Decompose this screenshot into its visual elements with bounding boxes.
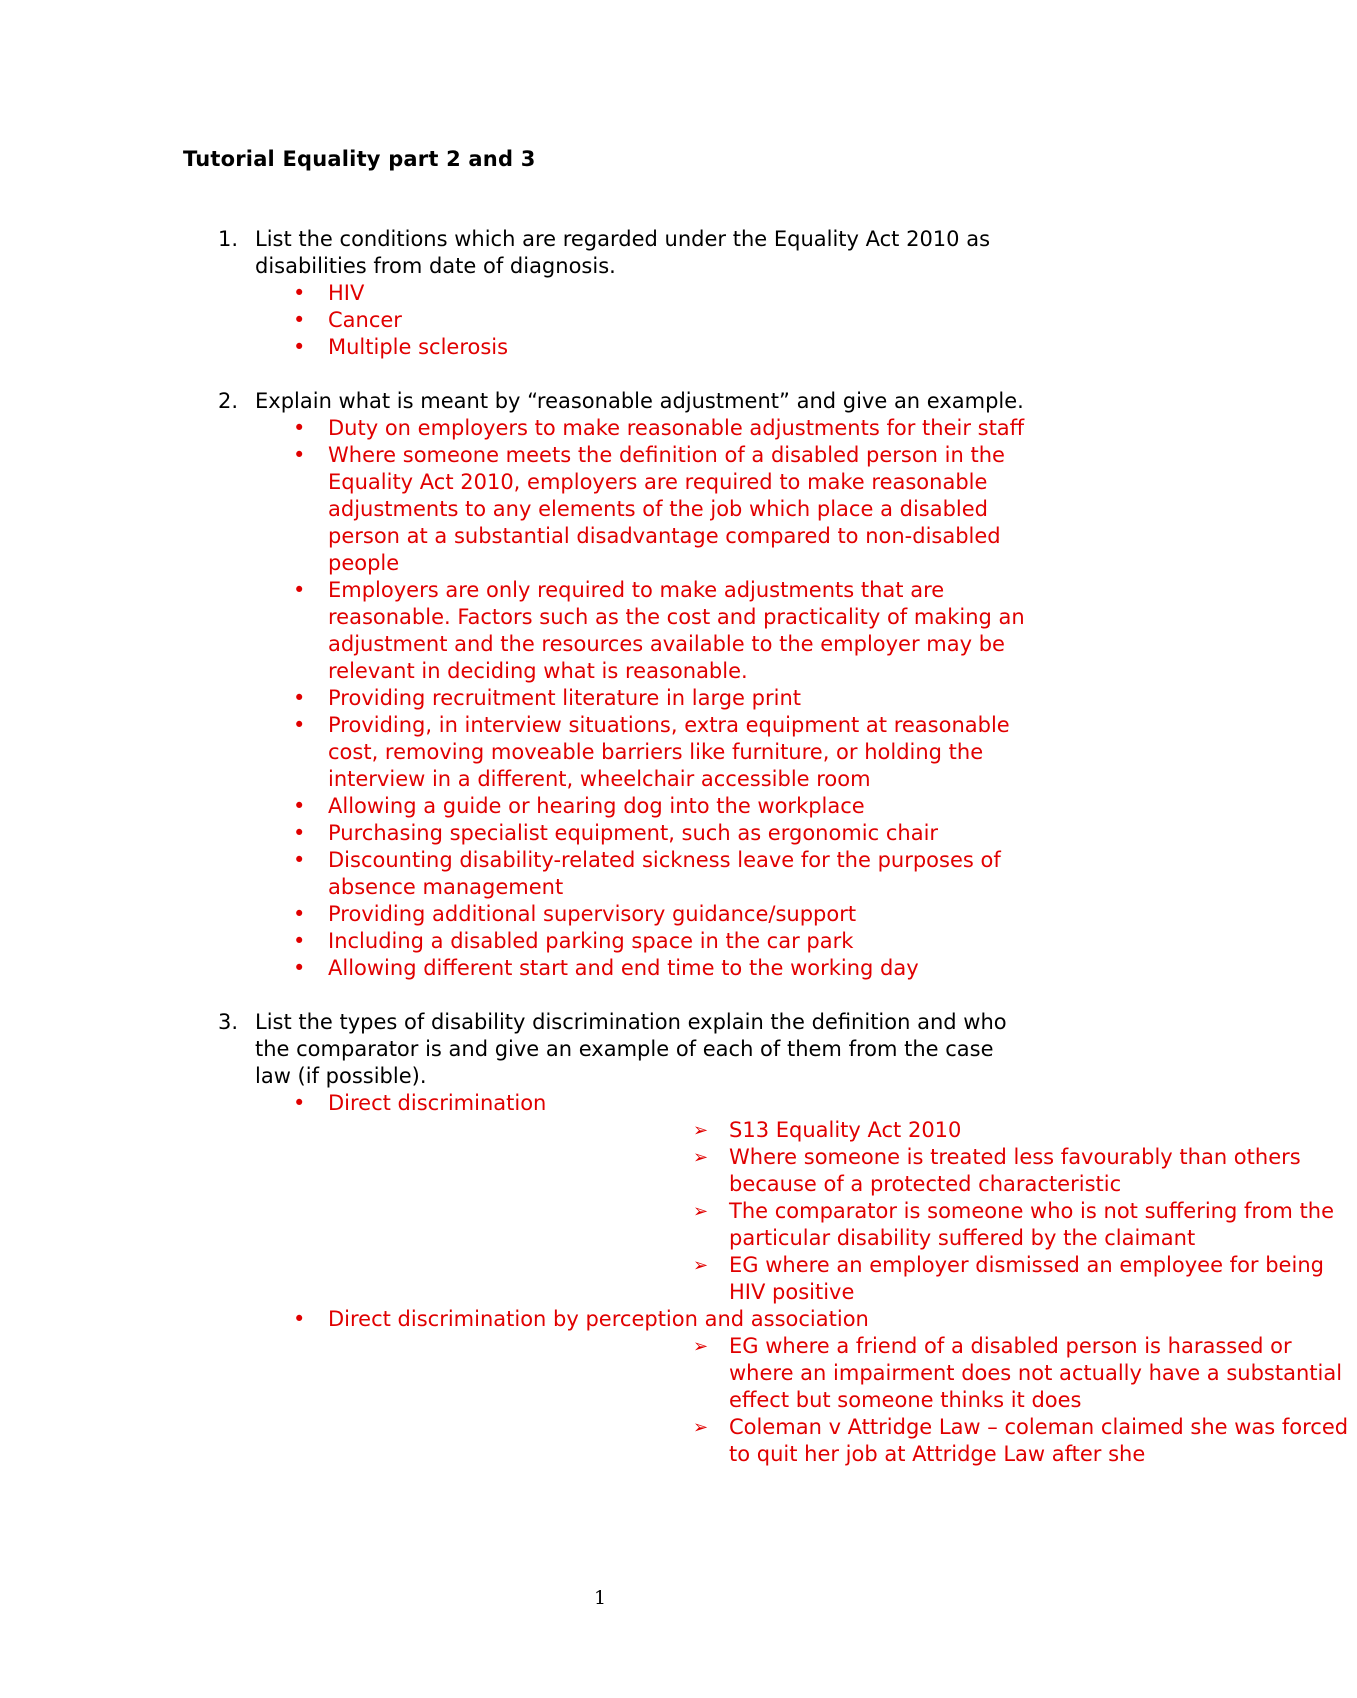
sub-answer-item: [693, 1144, 1357, 1198]
answer-text: Direct discrimination: [328, 1091, 547, 1115]
question-text: List the conditions which are regarded under the Equality Act 2010 as disabilities from date of diagnosis.: [255, 227, 991, 278]
sub-answer-item: [693, 1414, 1357, 1468]
bullet-icon: •: [293, 578, 306, 602]
answer-text: Where someone meets the definition of a disabled person in the Equality Act 2010, employers are required to make reasonable adjustments to any elements of the job which place a disabled person at a substantial disadvantage compared to non-disabled people: [328, 443, 1005, 575]
arrow-bullet-icon: ➢: [693, 1120, 709, 1141]
answer-text: Providing recruitment literature in large print: [328, 686, 801, 710]
document-title: Tutorial Equality part 2 and 3: [183, 147, 536, 171]
bullet-icon: •: [293, 335, 306, 359]
answer-item: [293, 1090, 1335, 1306]
question-text: List the types of disability discrimination explain the definition and who the comparator is and give an example of each of them from the case law (if possible).: [255, 1010, 1007, 1088]
answer-text: Providing additional supervisory guidance/support: [328, 902, 857, 926]
question-2: [0, 388, 1200, 982]
question-list: [0, 226, 1349, 1495]
answer-list: [0, 1090, 1349, 1468]
bullet-icon: •: [293, 713, 306, 737]
page-number: 1: [593, 1587, 607, 1609]
answer-item: [293, 685, 1028, 712]
bullet-icon: •: [293, 686, 306, 710]
answer-item: [293, 334, 1028, 361]
answer-list: [0, 415, 1200, 982]
arrow-bullet-icon: ➢: [693, 1255, 709, 1276]
question-text: Explain what is meant by “reasonable adjustment” and give an example.: [255, 389, 1024, 413]
answer-item: [293, 280, 1028, 307]
sub-answer-text: EG where a friend of a disabled person is harassed or where an impairment does not actually have a substantial effect but someone thinks it does: [729, 1334, 1343, 1412]
arrow-bullet-icon: ➢: [693, 1147, 709, 1168]
question-3: [0, 1009, 1349, 1468]
answer-text: Providing, in interview situations, extra equipment at reasonable cost, removing moveable barriers like furniture, or holding the interview in a different, wheelchair accessible room: [328, 713, 1010, 791]
question-number: 1.: [218, 227, 239, 251]
answer-text: Allowing a guide or hearing dog into the workplace: [328, 794, 865, 818]
sub-answer-item: [693, 1117, 1357, 1144]
bullet-icon: •: [293, 902, 306, 926]
question-number: 2.: [218, 389, 239, 413]
answer-item: [293, 955, 1028, 982]
answer-text: HIV: [328, 281, 365, 305]
bullet-icon: •: [293, 416, 306, 440]
question-1: [0, 226, 1200, 361]
answer-item: [293, 577, 1028, 685]
bullet-icon: •: [293, 443, 306, 467]
answer-item: [293, 712, 1028, 793]
bullet-icon: •: [293, 281, 306, 305]
bullet-icon: •: [293, 956, 306, 980]
bullet-icon: •: [293, 821, 306, 845]
bullet-icon: •: [293, 1307, 306, 1331]
answer-list: [0, 280, 1200, 361]
sub-answer-text: Coleman v Attridge Law – coleman claimed she was forced to quit her job at Attridge Law after she: [729, 1415, 1349, 1466]
answer-item: [293, 820, 1028, 847]
answer-item: [293, 1306, 1349, 1468]
answer-text: Duty on employers to make reasonable adjustments for their staff: [328, 416, 1025, 440]
sub-answer-text: The comparator is someone who is not suffering from the particular disability suffered by the claimant: [729, 1199, 1335, 1250]
answer-item: [293, 928, 1028, 955]
answer-item: [293, 307, 1028, 334]
sub-answer-item: [693, 1333, 1357, 1414]
bullet-icon: •: [293, 929, 306, 953]
sub-answer-text: Where someone is treated less favourably than others because of a protected characteristic: [729, 1145, 1301, 1196]
arrow-bullet-icon: ➢: [693, 1336, 709, 1357]
answer-item: [293, 901, 1028, 928]
answer-item: [293, 442, 1028, 577]
answer-text: Purchasing specialist equipment, such as ergonomic chair: [328, 821, 939, 845]
answer-text: Discounting disability-related sickness leave for the purposes of absence management: [328, 848, 1001, 899]
answer-text: Employers are only required to make adjustments that are reasonable. Factors such as the cost and practicality of making an adjustment and the resources available to the employer may be relevant in deciding what is reasonable.: [328, 578, 1025, 683]
sub-answer-text: EG where an employer dismissed an employee for being HIV positive: [729, 1253, 1324, 1304]
answer-text: Including a disabled parking space in the car park: [328, 929, 854, 953]
answer-text: Direct discrimination by perception and association: [328, 1307, 869, 1331]
bullet-icon: •: [293, 794, 306, 818]
answer-item: [293, 847, 1028, 901]
answer-item: [293, 793, 1028, 820]
question-number: 3.: [218, 1010, 239, 1034]
answer-text: Cancer: [328, 308, 402, 332]
arrow-bullet-icon: ➢: [693, 1417, 709, 1438]
sub-answer-item: [693, 1198, 1357, 1252]
answer-text: Allowing different start and end time to the working day: [328, 956, 919, 980]
sub-answer-list: [328, 1117, 1335, 1306]
answer-text: Multiple sclerosis: [328, 335, 509, 359]
arrow-bullet-icon: ➢: [693, 1201, 709, 1222]
bullet-icon: •: [293, 1091, 306, 1115]
answer-item: [293, 415, 1028, 442]
bullet-icon: •: [293, 848, 306, 872]
sub-answer-list: [328, 1333, 1349, 1468]
sub-answer-item: [693, 1252, 1357, 1306]
bullet-icon: •: [293, 308, 306, 332]
sub-answer-text: S13 Equality Act 2010: [729, 1118, 962, 1142]
